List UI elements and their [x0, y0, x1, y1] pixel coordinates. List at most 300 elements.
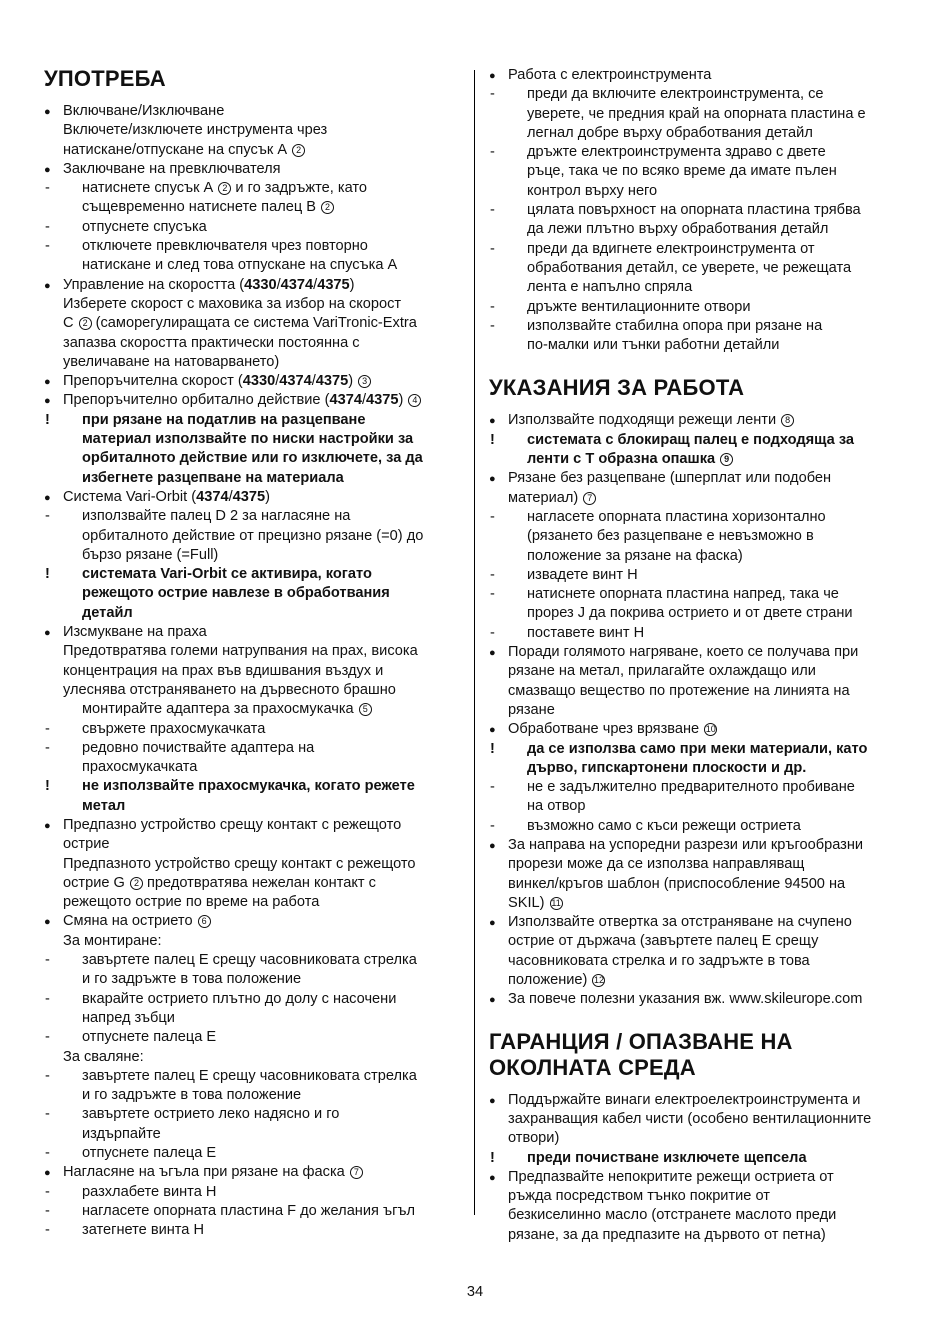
line-text: SKIL) 11 [508, 894, 561, 911]
line-text: Работа с електроинструмента [508, 67, 712, 83]
line-text: натиснете спусък А 2 и го задръжте, като [82, 180, 367, 197]
bullet-icon: ● [44, 916, 51, 929]
model-number: 4374 [280, 276, 314, 293]
model-number: 4330 [242, 373, 276, 390]
line-text: За повече полезни указания вж. www.skileurope.com [508, 991, 863, 1008]
line-text: дръжте електроинструмента здраво с двете [527, 144, 826, 161]
warning-item [489, 431, 907, 450]
bullet-item [44, 623, 462, 642]
bullet-item [44, 488, 462, 507]
bullet-icon: ● [44, 106, 51, 118]
figure-reference: 2 [79, 317, 92, 330]
text-line [44, 121, 462, 140]
dash-icon: - [490, 240, 495, 257]
dash-item-continuation [489, 259, 907, 278]
dash-item-continuation [44, 546, 462, 565]
text-line [44, 353, 462, 372]
text-line [489, 701, 907, 720]
text-line [489, 875, 907, 894]
dash-item [44, 1028, 462, 1047]
line-text: и го задръжте в това положение [82, 971, 302, 988]
dash-item [489, 817, 907, 836]
dash-item-continuation [489, 547, 907, 566]
text-line [44, 295, 462, 314]
model-number: 4375 [232, 488, 266, 505]
warning-icon: ! [490, 431, 495, 448]
figure-reference: 2 [130, 877, 143, 890]
figure-reference: 2 [218, 182, 231, 195]
line-text: преди да вдигнете електроинструмента от [527, 240, 815, 257]
dash-icon: - [45, 218, 50, 235]
bullet-item [44, 160, 462, 179]
section-spacer [489, 355, 907, 375]
line-text: Поддържайте винаги електроелектроинструмента и [508, 1091, 861, 1108]
dash-item-continuation [44, 1086, 462, 1105]
line-text: Препоръчителна скорост (4330/4374/4375) 3 [63, 373, 371, 389]
warning-icon: ! [490, 740, 495, 757]
line-text: острие от държача (завъртете палец Е срещу [508, 933, 819, 950]
bullet-icon: ● [489, 473, 496, 486]
dash-icon: - [45, 1106, 50, 1123]
bullet-icon: ● [44, 163, 51, 176]
figure-reference: 8 [781, 414, 794, 427]
line-text: Смяна на острието 6 [63, 913, 211, 929]
figure-reference: 3 [358, 375, 371, 388]
line-text: същевременно натиснете палец В 2 [82, 199, 334, 215]
dash-item-continuation [44, 1125, 462, 1144]
line-text: С 2 (саморегулиращата се система VariTronic-Extra [63, 315, 417, 332]
line-text: рязане [508, 701, 555, 718]
dash-item [489, 566, 907, 585]
dash-item [489, 201, 907, 220]
text-line [44, 334, 462, 353]
line-text: орбиталното действие или го изключете, за да [82, 450, 423, 467]
line-text: За сваляне: [63, 1048, 144, 1065]
dash-icon: - [45, 720, 50, 737]
line-text: прорез J да покрива острието и от двете страни [527, 605, 853, 622]
line-text: нагласете опорната пластина хоризонтално [527, 508, 826, 525]
figure-reference: 10 [705, 724, 716, 735]
dash-icon: - [45, 180, 50, 197]
line-text: (рязането без разцепване е невъзможно в [527, 528, 814, 545]
dash-icon: - [45, 1202, 50, 1219]
line-text: издърпайте [82, 1125, 161, 1142]
dash-item [489, 585, 907, 604]
line-text: Рязане без разцепване (шперплат или подобен [508, 470, 832, 487]
line-text: използвайте палец D 2 за нагласяне на [82, 508, 351, 525]
text-line [44, 855, 462, 874]
line-text: ръце, така че по всяко време да имате пълен [527, 163, 837, 180]
dash-item-continuation [44, 198, 462, 217]
section-spacer [489, 1010, 907, 1029]
text-line [489, 1110, 907, 1129]
text-line [44, 662, 462, 681]
line-text: Управление на скоростта (4330/4374/4375) [63, 276, 355, 293]
bullet-item [44, 276, 462, 295]
text-line [489, 855, 907, 874]
warning-item [44, 565, 462, 584]
dash-icon: - [490, 508, 495, 525]
bullet-icon: ● [489, 917, 496, 930]
warning-item [489, 740, 907, 759]
dash-item-continuation [44, 1009, 462, 1028]
model-number: 4330 [244, 276, 277, 293]
line-text: Включете/изключете инструмента чрез [63, 122, 328, 139]
line-text: напред зъбци [82, 1009, 175, 1026]
line-text: Предпазно устройство срещу контакт с режещото [63, 816, 402, 833]
dash-icon: - [45, 1145, 50, 1162]
bullet-icon: ● [44, 1167, 51, 1180]
dash-item [44, 1067, 462, 1086]
bullet-item [489, 1091, 907, 1110]
section-heading: УКАЗАНИЯ ЗА РАБОТА [489, 375, 745, 401]
dash-item-continuation [489, 182, 907, 201]
bullet-icon: ● [44, 395, 51, 408]
bullet-icon: ● [489, 647, 496, 660]
line-text: легнал добре върху обработвания детайл [527, 124, 813, 141]
warning-item [44, 411, 462, 430]
dash-item [44, 1221, 462, 1240]
section-heading: УПОТРЕБА [44, 66, 166, 91]
line-text: уверете, че предния край на опорната пластина е [527, 105, 866, 122]
line-text: режещото острие по време на работа [63, 894, 320, 911]
line-text: Нагласяне на ъгъла при рязане на фаска 7 [63, 1164, 363, 1180]
text-line [44, 314, 462, 333]
line-text: За монтиране: [63, 932, 162, 949]
line-text: За направа на успоредни разрези или кръгообразни [508, 836, 864, 853]
line-text: положение) 12 [508, 972, 604, 989]
bullet-icon: ● [489, 1094, 496, 1107]
bullet-icon: ● [489, 724, 496, 737]
dash-item [44, 720, 462, 739]
line-text: Изберете скорост с маховика за избор на скорост [63, 295, 402, 312]
line-text: възможно само с къси режещи остриета [527, 817, 801, 834]
line-text: материал) 7 [508, 490, 596, 506]
line-text: положение за рязане на фаска) [527, 547, 743, 564]
line-text: Изсмукване на праха [63, 624, 207, 641]
line-text: Система Vari-Orbit (4374/4375) [63, 488, 270, 505]
dash-item [44, 218, 462, 237]
line-text: отключете превключвателя чрез повторно [82, 238, 368, 255]
figure-reference: 9 [720, 453, 733, 466]
dash-item-continuation [489, 797, 907, 816]
line-text: безкиселинно масло (отстранете маслото преди [508, 1207, 837, 1224]
bullet-item [44, 1163, 462, 1182]
dash-item [489, 143, 907, 162]
line-text: улеснява отстраняването на дървесното брашно [63, 681, 396, 698]
line-text: не е задължително предварителното пробиване [527, 779, 855, 796]
figure-reference: 2 [292, 144, 305, 157]
dash-icon: - [490, 817, 495, 834]
line-text: извадете винт Н [527, 566, 638, 583]
dash-item-continuation [489, 162, 907, 181]
text-line [44, 141, 462, 160]
dash-icon: - [490, 566, 495, 583]
dash-item [489, 240, 907, 259]
figure-reference: 5 [359, 703, 372, 716]
line-text: завъртете палец Е срещу часовниковата стрелка [82, 1067, 417, 1084]
line-text: да лежи плътно върху обработвания детайл [527, 221, 829, 238]
model-number: 4374 [329, 392, 362, 409]
line-text: нагласете опорната пластина F до желания ъгъл [82, 1202, 416, 1219]
line-text: орбиталното действие от прецизно рязане (=0) до [82, 527, 424, 544]
figure-reference: 2 [321, 201, 334, 214]
bullet-item [44, 372, 462, 391]
dash-item-continuation [489, 604, 907, 623]
line-text: детайл [82, 604, 133, 621]
line-text: отпуснете палеца Е [82, 1029, 217, 1046]
line-text: натиснете опорната пластина напред, така че [527, 586, 839, 603]
line-text: затегнете винта Н [82, 1222, 205, 1239]
warning-icon: ! [45, 778, 50, 795]
text-line [44, 835, 462, 854]
line-text: острие G 2 предотвратява нежелан контакт с [63, 874, 376, 891]
bullet-item [489, 990, 907, 1009]
warning-icon: ! [45, 411, 50, 428]
warning-item [489, 1149, 907, 1168]
text-line [489, 489, 907, 508]
warning-item-continuation [489, 759, 907, 778]
bullet-icon: ● [44, 627, 51, 640]
line-text: натискане и след това отпускане на спусъка А [82, 257, 398, 274]
line-text: отвори) [508, 1130, 560, 1147]
line-text: редовно почиствайте адаптера на [82, 739, 315, 756]
line-text: натискане/отпускане на спусък А 2 [63, 142, 305, 158]
dash-item [44, 237, 462, 256]
bullet-item [44, 912, 462, 931]
figure-reference: 6 [198, 915, 211, 928]
line-text: завъртете острието леко надясно и го [82, 1106, 340, 1123]
dash-item [489, 624, 907, 643]
text-line [489, 662, 907, 681]
right-column [489, 66, 907, 1245]
line-text: Препоръчително орбитално действие (4374/4375) 4 [63, 392, 421, 408]
line-text: отпуснете спусъка [82, 218, 207, 235]
dash-item [489, 317, 907, 336]
line-text: рязане на метал, прилагайте охлаждащо или [508, 663, 816, 680]
line-text: прахосмукачката [82, 759, 198, 776]
line-text: Поради голямото нагряване, което се получава при [508, 644, 859, 661]
dash-item [44, 990, 462, 1009]
line-text: преди почистване изключете щепсела [527, 1149, 807, 1166]
dash-icon: - [45, 952, 50, 969]
line-text: Заключване на превключвателя [63, 160, 281, 177]
line-text: метал [82, 797, 126, 814]
bullet-icon: ● [44, 819, 51, 832]
dash-icon: - [490, 779, 495, 796]
bullet-item [44, 102, 462, 121]
dash-icon: - [45, 1067, 50, 1084]
bullet-item [489, 913, 907, 932]
dash-item [489, 85, 907, 104]
line-text: материал използвайте по ниски настройки за [82, 431, 414, 448]
bullet-item [489, 836, 907, 855]
line-text: запазва скоростта практически постоянна с [63, 334, 360, 351]
dash-item-continuation [44, 970, 462, 989]
line-text: смазващо вещество по протежение на линията на [508, 682, 850, 699]
line-text: часовниковата стрелка и го задръжте в това [508, 952, 810, 969]
left-column [44, 66, 462, 1241]
dash-item-continuation [489, 278, 907, 297]
bullet-item [489, 643, 907, 662]
dash-icon: - [490, 202, 495, 219]
line-text: не използвайте прахосмукачка, когато режете [82, 778, 415, 795]
text-line [44, 874, 462, 893]
bullet-item [489, 66, 907, 85]
line-text: дръжте вентилационните отвори [527, 298, 751, 315]
dash-icon: - [490, 586, 495, 603]
bullet-icon: ● [489, 70, 496, 82]
figure-reference: 7 [583, 492, 596, 505]
dash-icon: - [45, 990, 50, 1007]
line-text: на отвор [527, 798, 586, 815]
line-text: винкел/кръгов шаблон (приспособление 94500 на [508, 875, 846, 892]
figure-reference: 7 [350, 1166, 363, 1179]
line-text: преди да включите електроинструмента, се [527, 86, 824, 103]
line-text: да се използва само при меки материали, като [527, 740, 868, 757]
page-number: 34 [466, 1284, 484, 1300]
warning-item-continuation [44, 449, 462, 468]
line-text: дърво, гипскартонени плоскости и др. [527, 759, 807, 776]
line-text: избегнете разцепване на материала [82, 469, 344, 486]
line-text: обработвания детайл, се уверете, че режещата [527, 259, 852, 276]
dash-icon: - [490, 144, 495, 161]
text-line [489, 971, 907, 990]
line-text: Обработване чрез врязване 10 [508, 721, 716, 738]
warning-icon: ! [490, 1149, 495, 1166]
line-text: по-малки или тънки работни детайли [527, 337, 780, 354]
line-text: захранващия кабел чисти (особено вентилационните [508, 1110, 872, 1127]
text-line [489, 894, 907, 913]
line-text: свържете прахосмукачката [82, 720, 266, 737]
figure-reference: 11 [551, 897, 561, 908]
line-text: системата с блокиращ палец е подходяща за [527, 431, 855, 448]
warning-item-continuation [44, 469, 462, 488]
line-text: концентрация на прах във вдишвания въздух и [63, 662, 384, 679]
line-text: острие [63, 836, 110, 853]
dash-item-continuation [489, 336, 907, 355]
bullet-item [489, 411, 907, 430]
model-number: 4374 [279, 373, 312, 390]
bullet-item [489, 720, 907, 739]
line-text: и го задръжте в това положение [82, 1087, 302, 1104]
model-number: 4375 [366, 392, 399, 409]
bullet-icon: ● [44, 279, 51, 292]
bullet-icon: ● [489, 1171, 496, 1184]
line-text: Включване/Изключване [63, 103, 225, 119]
dash-item [489, 778, 907, 797]
bullet-item [489, 469, 907, 488]
dash-item [44, 1144, 462, 1163]
text-line [44, 642, 462, 661]
line-text: Предпазното устройство срещу контакт с режещото [63, 855, 416, 872]
bullet-icon: ● [44, 376, 51, 389]
dash-item-continuation [44, 527, 462, 546]
figure-reference: 12 [593, 975, 604, 986]
text-line [489, 1226, 907, 1245]
dash-item [44, 1183, 462, 1202]
line-text: при рязане на податлив на разцепване [82, 411, 366, 428]
warning-icon: ! [45, 566, 50, 583]
dash-icon: - [490, 317, 495, 334]
line-text: Предотвратява големи натрупвания на прах, висока [63, 643, 418, 660]
dash-icon: - [45, 1183, 50, 1200]
dash-icon: - [45, 508, 50, 525]
dash-icon: - [45, 238, 50, 255]
text-line [489, 932, 907, 951]
line-text: бързо рязане (=Full) [82, 546, 219, 563]
column-divider [474, 70, 475, 1215]
warning-item-continuation [44, 430, 462, 449]
dash-item [489, 508, 907, 527]
warning-item [44, 777, 462, 796]
model-number: 4375 [315, 373, 349, 390]
line-text: поставете винт Н [527, 624, 645, 641]
warning-item-continuation [44, 797, 462, 816]
text-line [44, 681, 462, 700]
figure-reference: 4 [408, 394, 421, 407]
line-text: отпуснете палеца Е [82, 1145, 217, 1162]
section-heading: ОКОЛНАТА СРЕДА [489, 1054, 696, 1080]
dash-item-continuation [489, 220, 907, 239]
dash-item-continuation [489, 105, 907, 124]
dash-item-continuation [44, 256, 462, 275]
line-text: монтирайте адаптера за прахосмукачка 5 [82, 701, 372, 717]
dash-item-continuation [489, 124, 907, 143]
dash-item [44, 739, 462, 758]
bullet-item [44, 391, 462, 410]
line-text: Използвайте подходящи режещи ленти 8 [508, 412, 794, 428]
line-text: Използвайте отвертка за отстраняване на счупено [508, 914, 852, 931]
bullet-icon: ● [44, 491, 51, 504]
dash-item [489, 298, 907, 317]
line-text: цялата повърхност на опорната пластина трябва [527, 202, 861, 219]
text-line [44, 1048, 462, 1067]
dash-icon: - [45, 1029, 50, 1046]
line-text: ръжда посредством тънко покритие от [508, 1188, 770, 1205]
text-line [44, 893, 462, 912]
bullet-icon: ● [489, 994, 496, 1007]
line-text: режещото острие навлезе в обработвания [82, 585, 390, 602]
text-line [489, 1187, 907, 1206]
dash-item [44, 1202, 462, 1221]
dash-icon: - [45, 1222, 50, 1239]
dash-item [44, 507, 462, 526]
line-text: завъртете палец Е срещу часовниковата стрелка [82, 952, 417, 969]
dash-item [44, 951, 462, 970]
dash-item-continuation [44, 758, 462, 777]
warning-item-continuation [44, 604, 462, 623]
section-heading: ГАРАНЦИЯ / ОПАЗВАНЕ НА [489, 1028, 793, 1054]
model-number: 4375 [317, 276, 350, 293]
dash-icon: - [490, 298, 495, 315]
line-text: рязане, за да предпазите на дървото от петна) [508, 1226, 826, 1243]
line-text: разхлабете винта Н [82, 1183, 217, 1200]
warning-item-continuation [489, 450, 907, 469]
text-line [489, 1129, 907, 1148]
dash-icon: - [490, 86, 495, 103]
dash-icon: - [45, 739, 50, 756]
text-line [489, 952, 907, 971]
dash-item-continuation [489, 527, 907, 546]
model-number: 4374 [196, 488, 229, 505]
bullet-icon: ● [489, 415, 496, 428]
bullet-item [489, 1168, 907, 1187]
dash-icon: - [490, 624, 495, 641]
text-line [489, 682, 907, 701]
line-text: контрол върху него [527, 182, 658, 199]
line-text: ленти с Т образна опашка 9 [527, 451, 733, 467]
